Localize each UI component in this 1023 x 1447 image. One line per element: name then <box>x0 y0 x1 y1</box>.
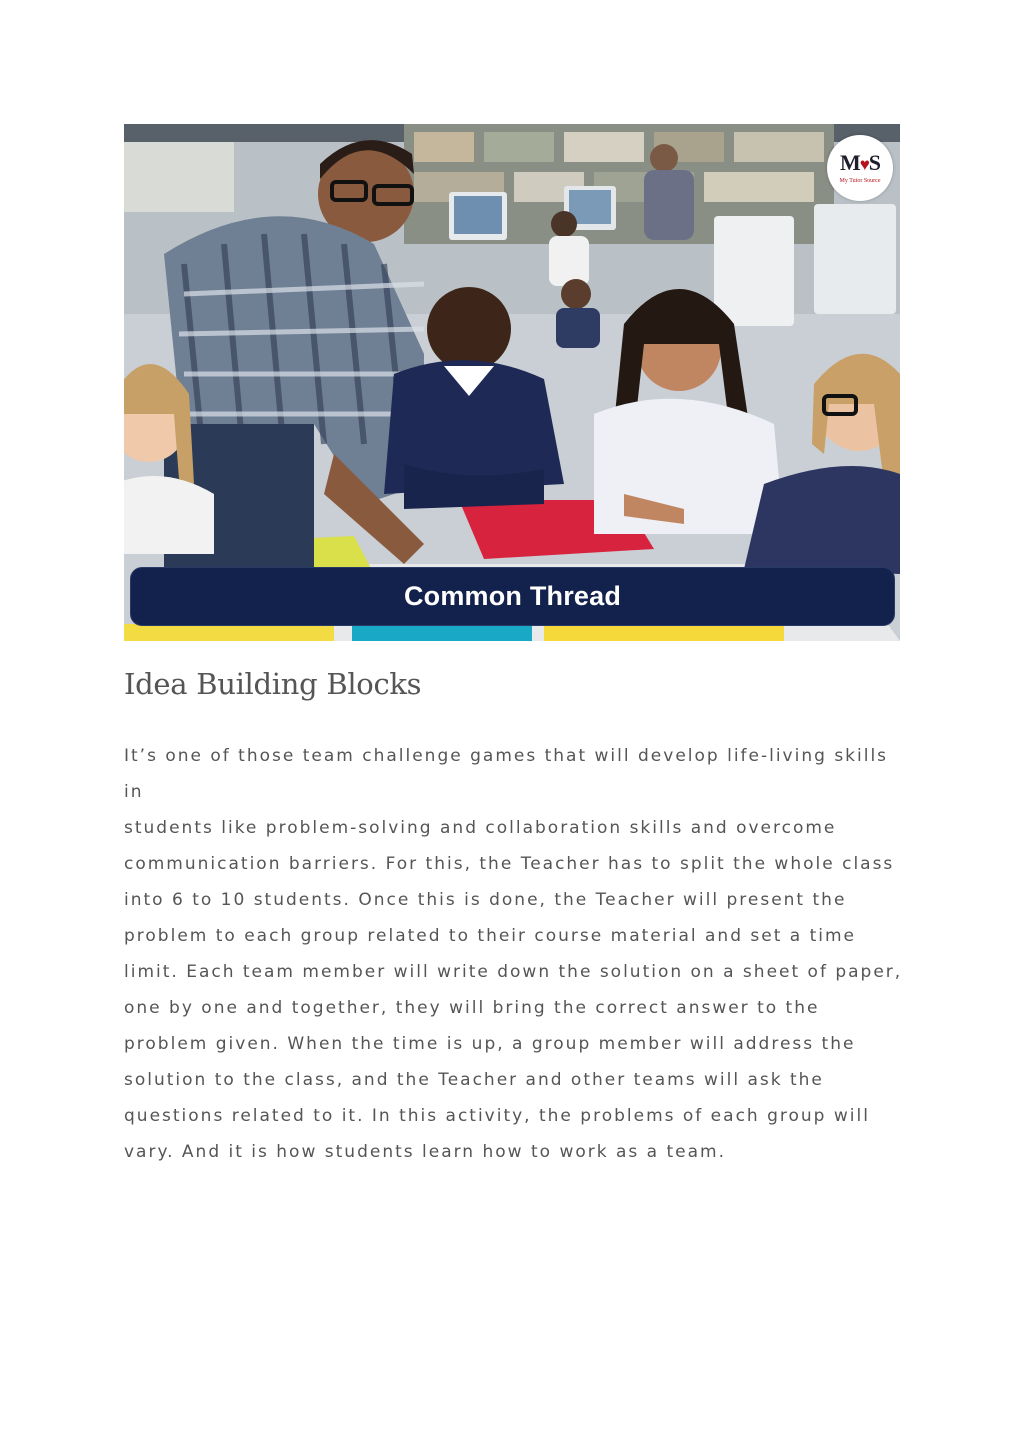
logo-subtext: My Tutor Source <box>839 178 881 184</box>
heart-icon: ♥ <box>859 155 869 174</box>
company-logo <box>827 135 893 201</box>
hero-banner: Common Thread <box>130 567 895 626</box>
logo-letter-s: S <box>868 150 881 175</box>
logo-mark <box>840 152 880 176</box>
classroom-photo <box>124 124 900 641</box>
logo-letter-m: M <box>839 150 860 175</box>
hero-image <box>124 124 900 641</box>
section-heading: Idea Building Blocks <box>124 667 422 701</box>
section-body: It’s one of those team challenge games that will develop life-living skills in students like problem-solving and collaboration skills and overcome communication barriers. For this, the Teacher has to split the whole class into 6 to 10 students. Once this is done, the Teacher will present the problem to each group related to their course material and set a time limit. Each team member will write down the solution on a sheet of paper, one by one and together, they will bring the correct answer to the problem given. When the time is up, a group member will address the solution to the class, and the Teacher and other teams will ask the questions related to it. In this activity, the problems of each group will vary. And it is how students learn how to work as a team. <box>124 746 903 1162</box>
